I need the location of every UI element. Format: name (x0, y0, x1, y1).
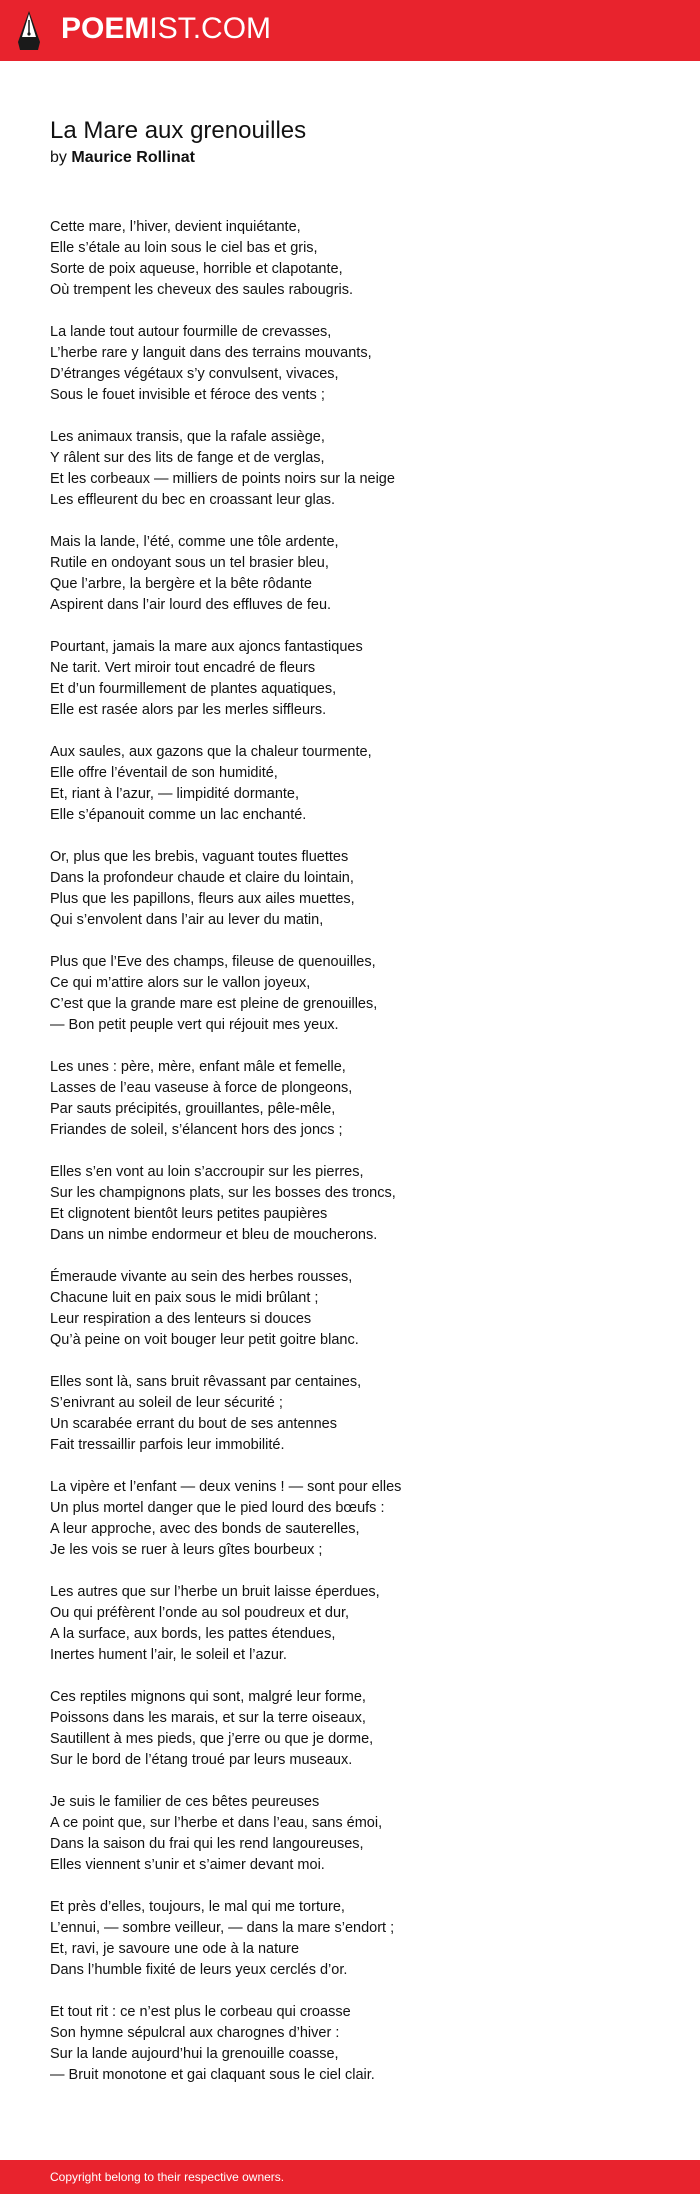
poem-line: Dans la saison du frai qui les rend langoureuses, (50, 1836, 364, 1852)
stanza (50, 847, 650, 931)
poem-line: Et clignotent bientôt leurs petites paupières (50, 1206, 328, 1222)
stanza (50, 2002, 650, 2086)
poem-line: Les effleurent du bec en croassant leur glas. (50, 492, 336, 508)
poem-line: Lasses de l’eau vaseuse à force de plongeons, (50, 1080, 353, 1096)
poem-line: Mais la lande, l’été, comme une tôle ardente, (50, 534, 339, 550)
poem-line: D’étranges végétaux s’y convulsent, vivaces, (50, 366, 339, 382)
poem-line: Ne tarit. Vert miroir tout encadré de fleurs (50, 660, 316, 676)
poem-line: A leur approche, avec des bonds de sauterelles, (50, 1521, 360, 1537)
stanza (50, 1372, 650, 1456)
poem-line: Sur la lande aujourd’hui la grenouille coasse, (50, 2046, 339, 2062)
site-logo[interactable] (61, 11, 271, 47)
poem-line: Par sauts précipités, grouillantes, pêle-mêle, (50, 1101, 336, 1117)
poem-line: S’enivrant au soleil de leur sécurité ; (50, 1395, 283, 1411)
poem-line: Inertes hument l’air, le soleil et l’azur. (50, 1647, 287, 1663)
poem-body (50, 217, 650, 2107)
poem-line: Je suis le familier de ces bêtes peureuses (50, 1794, 320, 1810)
poem-line: Un scarabée errant du bout de ses antennes (50, 1416, 337, 1432)
poem-line: Rutile en ondoyant sous un tel brasier bleu, (50, 555, 329, 571)
poem-line: Les animaux transis, que la rafale assiège, (50, 429, 325, 445)
author-name: Maurice Rollinat (71, 149, 195, 166)
stanza (50, 637, 650, 721)
poem-line: Fait tressaillir parfois leur immobilité. (50, 1437, 285, 1453)
poem-line: Friandes de soleil, s’élancent hors des joncs ; (50, 1122, 343, 1138)
poem-line: Aux saules, aux gazons que la chaleur tourmente, (50, 744, 372, 760)
poem-line: Ce qui m’attire alors sur le vallon joyeux, (50, 975, 311, 991)
poem-line: Chacune luit en paix sous le midi brûlant ; (50, 1290, 319, 1306)
poem-line: Et tout rit : ce n’est plus le corbeau qui croasse (50, 2004, 351, 2020)
poem-line: C’est que la grande mare est pleine de grenouilles, (50, 996, 378, 1012)
stanza (50, 1792, 650, 1876)
poem-line: Sautillent à mes pieds, que j’erre ou que je dorme, (50, 1731, 374, 1747)
poem-line: Un plus mortel danger que le pied lourd des bœufs : (50, 1500, 385, 1516)
poem-line: Or, plus que les brebis, vaguant toutes fluettes (50, 849, 349, 865)
poem-line: Dans l’humble fixité de leurs yeux cerclés d’or. (50, 1962, 348, 1978)
poem-line: Sur le bord de l’étang troué par leurs museaux. (50, 1752, 353, 1768)
by-label: by (50, 149, 67, 166)
poem-line: Poissons dans les marais, et sur la terre oiseaux, (50, 1710, 366, 1726)
poem-line: L’ennui, — sombre veilleur, — dans la mare s’endort ; (50, 1920, 395, 1936)
poem-line: Plus que les papillons, fleurs aux ailes muettes, (50, 891, 355, 907)
site-footer (0, 2160, 700, 2194)
poem-line: Émeraude vivante au sein des herbes rousses, (50, 1269, 353, 1285)
poem-line: Et près d’elles, toujours, le mal qui me torture, (50, 1899, 345, 1915)
poem-line: Qu’à peine on voit bouger leur petit goitre blanc. (50, 1332, 359, 1348)
poem-line: Sous le fouet invisible et féroce des vents ; (50, 387, 325, 403)
poem-line: Je les vois se ruer à leurs gîtes bourbeux ; (50, 1542, 323, 1558)
poem-line: Elle offre l’éventail de son humidité, (50, 765, 278, 781)
poem-line: La vipère et l’enfant — deux venins ! — sont pour elles (50, 1479, 402, 1495)
stanza (50, 1582, 650, 1666)
poem-line: — Bruit monotone et gai claquant sous le ciel clair. (50, 2067, 375, 2083)
poem-line: Ou qui préfèrent l’onde au sol poudreux et dur, (50, 1605, 350, 1621)
stanza (50, 1057, 650, 1141)
poem-line: Plus que l’Eve des champs, fileuse de quenouilles, (50, 954, 376, 970)
poem-line: Où trempent les cheveux des saules rabougris. (50, 282, 354, 298)
stanza (50, 1162, 650, 1246)
poem-line: Elle s’étale au loin sous le ciel bas et gris, (50, 240, 318, 256)
byline (50, 147, 195, 169)
poem-title: La Mare aux grenouilles (50, 117, 307, 144)
poem-line: Dans la profondeur chaude et claire du lointain, (50, 870, 354, 886)
poem-line: Sur les champignons plats, sur les bosses des troncs, (50, 1185, 396, 1201)
poem-line: Elle est rasée alors par les merles siffleurs. (50, 702, 327, 718)
poem-line: A la surface, aux bords, les pattes étendues, (50, 1626, 336, 1642)
stanza (50, 217, 650, 301)
stanza (50, 1687, 650, 1771)
poem-line: Les unes : père, mère, enfant mâle et femelle, (50, 1059, 346, 1075)
poem-line: Aspirent dans l’air lourd des effluves de feu. (50, 597, 332, 613)
poem-line: Son hymne sépulcral aux charognes d’hiver : (50, 2025, 340, 2041)
stanza (50, 952, 650, 1036)
poem-line: Et les corbeaux — milliers de points noirs sur la neige (50, 471, 395, 487)
stanza (50, 427, 650, 511)
poem-line: Et, riant à l’azur, — limpidité dormante, (50, 786, 300, 802)
poem-line: Elles viennent s’unir et s’aimer devant moi. (50, 1857, 325, 1873)
logo-bold-text: POEM (61, 12, 150, 45)
poem-line: Elles sont là, sans bruit rêvassant par centaines, (50, 1374, 362, 1390)
poem-line: Dans un nimbe endormeur et bleu de moucherons. (50, 1227, 378, 1243)
copyright-text: Copyright belong to their respective owners. (50, 2170, 285, 2184)
poem-line: Sorte de poix aqueuse, horrible et clapotante, (50, 261, 343, 277)
site-header (0, 0, 700, 61)
poem-line: A ce point que, sur l’herbe et dans l’eau, sans émoi, (50, 1815, 383, 1831)
stanza (50, 322, 650, 406)
logo-light-text: IST.COM (149, 12, 272, 45)
poem-line: Les autres que sur l’herbe un bruit laisse éperdues, (50, 1584, 380, 1600)
poem-line: Elles s’en vont au loin s’accroupir sur les pierres, (50, 1164, 364, 1180)
poem-line: L’herbe rare y languit dans des terrains mouvants, (50, 345, 372, 361)
poem-line: Que l’arbre, la bergère et la bête rôdante (50, 576, 312, 592)
poem-line: Ces reptiles mignons qui sont, malgré leur forme, (50, 1689, 366, 1705)
stanza (50, 532, 650, 616)
poem-line: Y râlent sur des lits de fange et de verglas, (50, 450, 325, 466)
stanza (50, 742, 650, 826)
stanza (50, 1897, 650, 1981)
poem-line: Et, ravi, je savoure une ode à la nature (50, 1941, 300, 1957)
stanza (50, 1267, 650, 1351)
poem-line: Cette mare, l’hiver, devient inquiétante, (50, 219, 301, 235)
poem-line: Elle s’épanouit comme un lac enchanté. (50, 807, 307, 823)
poem-line: — Bon petit peuple vert qui réjouit mes yeux. (50, 1017, 339, 1033)
pen-nib-icon[interactable] (16, 10, 42, 51)
poem-line: Et d’un fourmillement de plantes aquatiques, (50, 681, 337, 697)
poem-line: Pourtant, jamais la mare aux ajoncs fantastiques (50, 639, 363, 655)
stanza (50, 1477, 650, 1561)
poem-line: Qui s’envolent dans l’air au lever du matin, (50, 912, 324, 928)
poem-line: Leur respiration a des lenteurs si douces (50, 1311, 312, 1327)
poem-line: La lande tout autour fourmille de crevasses, (50, 324, 332, 340)
